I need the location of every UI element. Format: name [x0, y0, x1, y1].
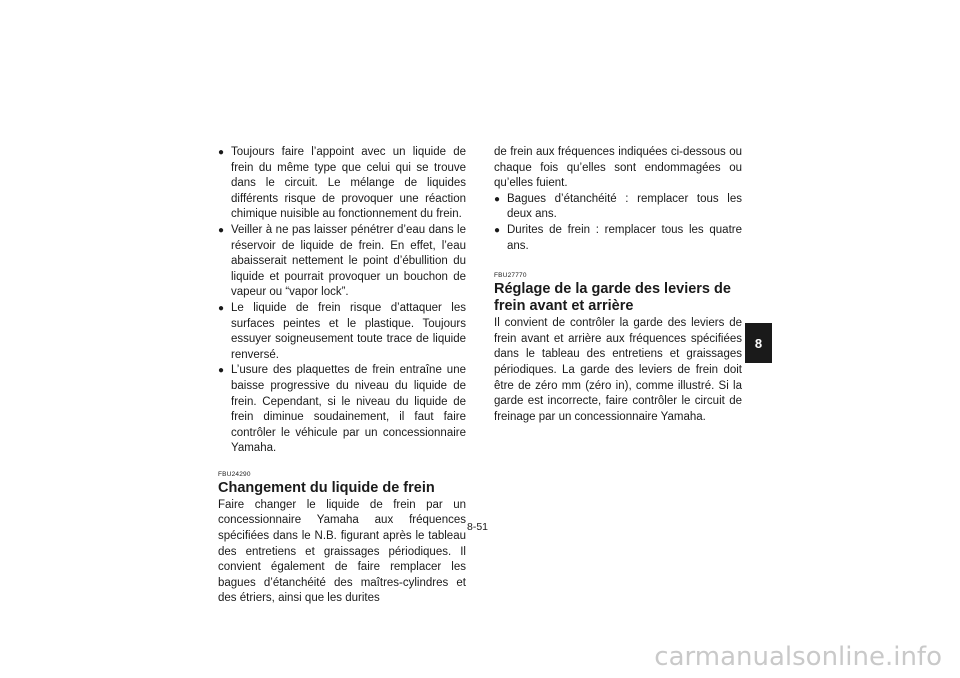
- bullet-dot-icon: ●: [494, 224, 501, 236]
- bullet-text: Durites de frein : remplacer tous les quatre ans.: [507, 223, 742, 252]
- bullet-item: [494, 223, 742, 254]
- bullet-item: [218, 301, 466, 363]
- bullet-dot-icon: ●: [218, 365, 225, 377]
- bullet-dot-icon: ●: [218, 302, 225, 314]
- bullet-item: [218, 363, 466, 457]
- section-heading: Changement du liquide de frein: [218, 479, 435, 496]
- bullet-text: L’usure des plaquettes de frein entraîne une baisse progressive du niveau du liquide de frein. Cependant, si le niveau du liquide de frein diminue soudainement, il faut faire contrôler le véhicule par un concessionnaire Yamaha.: [231, 364, 466, 455]
- chapter-tab: 8: [745, 323, 772, 363]
- bullet-item: [218, 145, 466, 223]
- bullet-text: Toujours faire l’appoint avec un liquide de frein du même type que celui qui se trouve dans le circuit. Le mélange de liquides différents risque de provoquer une réaction chimique nuisible au fonctionnement du frein.: [231, 146, 466, 221]
- bullet-dot-icon: ●: [494, 193, 501, 205]
- bullet-text: Le liquide de frein risque d’attaquer les surfaces peintes et le plastique. Toujours essuyer soigneusement toute trace de liquide renversé.: [231, 301, 466, 361]
- section-heading: Réglage de la garde des leviers de frein avant et arrière: [494, 281, 731, 315]
- watermark: carmanualsonline.info: [654, 642, 942, 672]
- right-column: [494, 145, 742, 425]
- bullet-dot-icon: ●: [218, 147, 225, 158]
- left-column: [218, 145, 466, 607]
- section-paragraph: Il convient de contrôler la garde des leviers de frein avant et arrière aux fréquences spécifiées dans le tableau des entretiens et graissages périodiques. La garde des leviers de frein doit être de zéro mm (zéro in), comme illustré. Si la garde est incorrecte, faire contrôler le circuit de freinage par un concessionnaire Yamaha.: [494, 317, 742, 423]
- page-number: 8-51: [467, 521, 489, 533]
- section-paragraph: Faire changer le liquide de frein par un concessionnaire Yamaha aux fréquences spécifiées dans le N.B. figurant après le tableau des entretiens et graissages périodiques. Il convient également de faire remplacer les bagues d’étanchéité des maîtres-cylindres et des étriers, ainsi que les durites: [218, 498, 466, 605]
- section-code: FBU27770: [494, 272, 527, 280]
- continued-paragraph: de frein aux fréquences indiquées ci-dessous ou chaque fois qu’elles sont endommagées ou qu’elles fuient.: [494, 146, 742, 190]
- bullet-text: Veiller à ne pas laisser pénétrer d’eau dans le réservoir de liquide de frein. En effet, l’eau abaisserait nettement le point d’ébullition du liquide et pourrait provoquer un bouchon de vapeur ou “vapor lock”.: [231, 223, 466, 299]
- section-code: FBU24290: [218, 470, 251, 478]
- bullet-text: Bagues d’étanchéité : remplacer tous les deux ans.: [507, 192, 742, 221]
- bullet-item: [494, 192, 742, 223]
- bullet-dot-icon: ●: [218, 224, 225, 236]
- bullet-item: [218, 223, 466, 301]
